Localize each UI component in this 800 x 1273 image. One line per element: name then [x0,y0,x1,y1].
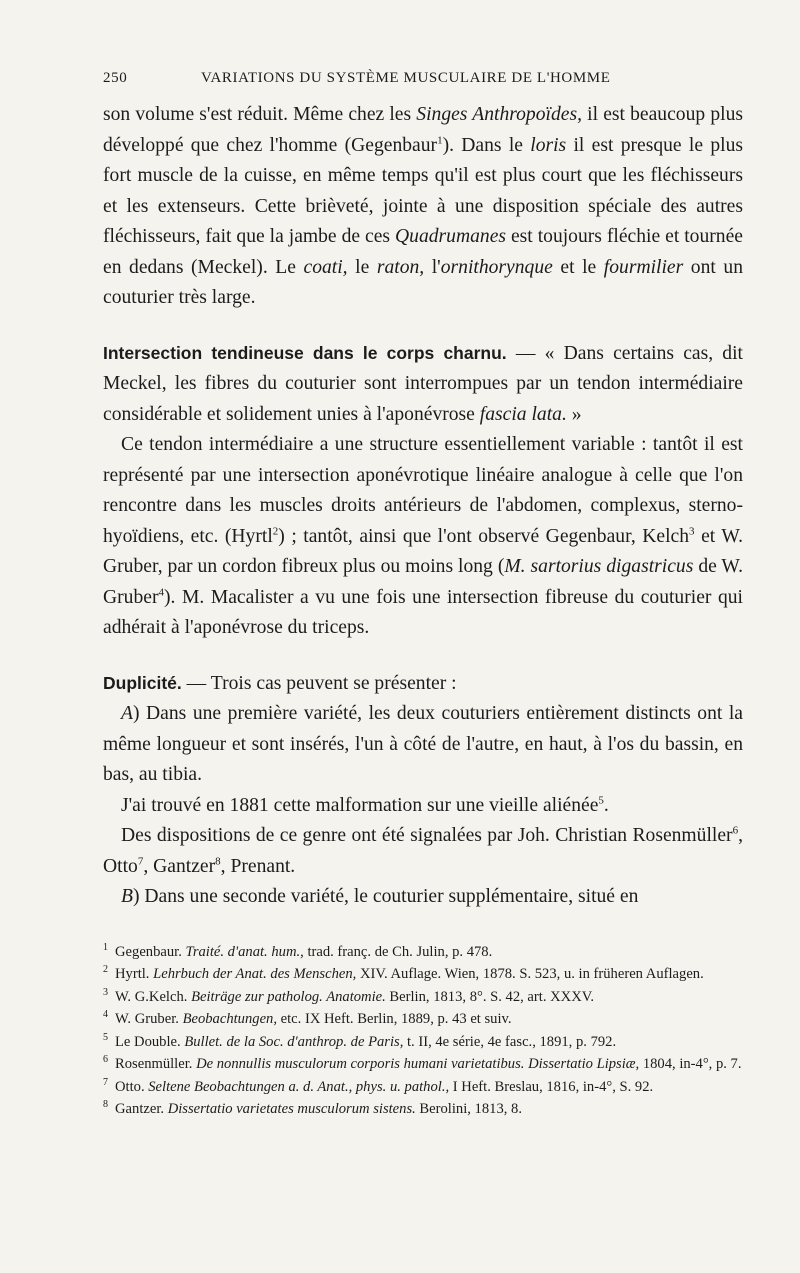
footnote-ref: 7 [137,854,144,867]
text-run: Bullet. de la Soc. d'anthrop. de Paris, [184,1033,404,1050]
text-run: Lehrbuch der Anat. des Menschen, [153,966,357,982]
text-run: B [121,886,133,907]
text-run: l' [424,256,441,278]
text-run: il est presque le plus fort muscle de la cuisse, en même temps qu'il est plus court que les fléchisseurs et les extenseurs. Cette brièveté, jointe à une disposition spéciale des autres fléchisseurs, fait que la jambe de ces [103,134,743,247]
text-run: , Gantzer [143,855,216,877]
text-run: Rosenmüller. [115,1056,197,1072]
text-run: Gegenbaur. [115,943,186,960]
text-run: ). Dans le [442,134,531,156]
text-run: fascia lata. [479,403,567,425]
text-run: Singes Anthropoïdes, [416,104,582,125]
footnote: 7 Otto. Seltene Beobachtungen a. d. Anat., phys. u. pathol., I Heft. Breslau, 1816, in-4°, S. 92. [103,1076,654,1095]
text-run: Berlin, 1813, 8°. S. 42, art. XXXV. [385,988,595,1005]
text-run: et le [552,256,604,278]
text-run: Dissertatio varietates musculorum sistens. [167,1101,416,1117]
footnote: 3 W. G.Kelch. Beiträge zur patholog. Anatomie. Berlin, 1813, 8°. S. 42, art. XXXV. [103,986,595,1005]
text-run: Gantzer. [115,1101,168,1117]
text-run: ont un couturier très large. [103,256,743,308]
footnote-ref: 8 [215,854,221,867]
running-header [103,62,743,92]
footnote-ref: 4 [158,585,164,598]
paragraph-7 [103,821,743,882]
text-run: Beobachtungen, [182,1011,277,1027]
footnote-ref: 2 [272,524,279,537]
footnote: 8 Gantzer. Dissertatio varietates musculorum sistens. Berolini, 1813, 8. [103,1099,522,1117]
paragraph-6 [103,791,743,822]
text-run: — « Dans certains cas, dit Meckel, les fibres du couturier sont interrompues par un tendon intermédiaire considérable et solidement unies à l'aponévrose [103,342,743,425]
text-run: — Trois cas peuvent se présenter : [181,672,457,694]
text-run: W. Gruber. [115,1011,183,1027]
text-run: il est beaucoup plus développé que chez l'homme (Gegenbaur [103,104,743,156]
text-run: Hyrtl. [115,966,154,982]
page-number: 250 [103,70,128,86]
text-run: t. II, 4e série, 4e fasc., 1891, p. 792. [403,1033,617,1050]
text-run: ). M. Macalister a vu une fois une intersection fibreuse du couturier qui adhérait à l'aponévrose du triceps. [103,586,743,638]
spacer [103,314,743,338]
text-run: son volume s'est réduit. Même chez les [103,104,417,125]
footnote-ref: 5 [598,793,604,806]
text-run: XIV. Auflage. Wien, 1878. S. 523, u. in früheren Auflagen. [356,966,704,982]
text-run: Berolini, 1813, 8. [415,1101,522,1117]
footnote: 4 W. Gruber. Beobachtungen, etc. IX Heft. Berlin, 1889, p. 43 et suiv. [103,1009,512,1027]
text-run: Le Double. [115,1033,185,1050]
text-run: J'ai trouvé en 1881 cette malformation sur une vieille aliénée [121,794,599,816]
text-run: M. sartorius digastricus [504,556,694,577]
text-run: coati, [303,256,348,278]
footnote: 1 Gegenbaur. Traité. d'anat. hum., trad. franç. de Ch. Julin, p. 478. [103,941,493,960]
footnote-ref: 1 [437,133,443,146]
text-run: et W. Gruber, par un cordon fibreux plus ou moins long ( [103,525,743,577]
paragraph-3 [103,430,743,644]
text-run: . [603,794,609,816]
text-run: raton, [376,256,425,278]
text-run: Seltene Beobachtungen a. d. Anat., phys. u. pathol., [148,1078,450,1095]
book-page [103,62,743,1123]
paragraph-8 [103,882,743,913]
footnotes [103,943,743,1120]
text-run: est toujours fléchie et tournée en dedans (Meckel). Le [103,226,743,278]
text-run: Otto. [115,1078,149,1095]
footnote-ref: 6 [732,824,739,837]
text-run: » [566,403,582,425]
text-run: de W. Gruber [103,556,744,608]
paragraph-5 [103,699,743,791]
text-run: Ce tendon intermédiaire a une structure essentiellement variable : tantôt il est représenté par une intersection aponévrotique linéaire analogue à celle que l'on rencontre dans les muscles droits antérieurs de l'abdomen, complexus, sterno-hyoïdiens, etc. (Hyrtl [103,434,743,547]
text-run: ornithorynque [440,256,553,278]
text-run: ) ; tantôt, ainsi que l'ont observé Gegenbaur, Kelch [278,525,690,547]
text-run: W. G.Kelch. [115,988,192,1005]
text-run: ) Dans une seconde variété, le couturier supplémentaire, situé en [132,886,639,907]
text-run: Beiträge zur patholog. Anatomie. [191,988,386,1005]
text-run: A [121,703,133,724]
text-run: Traité. d'anat. hum. [185,943,301,960]
text-run: ) Dans une première variété, les deux couturiers entièrement distincts ont la même longueur et sont insérés, l'un à côté de l'autre, en haut, à l'os du bassin, en bas, au tibia. [103,703,743,785]
text-run: Quadrumanes [395,226,507,247]
text-run: , Prenant. [220,855,296,877]
paragraph-1 [103,100,743,314]
text-run: I Heft. Breslau, 1816, in-4°, S. 92. [449,1078,654,1095]
text-run: le [347,256,377,278]
text-run: 1804, in-4°, p. 7. [639,1056,742,1072]
footnote: 2 Hyrtl. Lehrbuch der Anat. des Menschen, XIV. Auflage. Wien, 1878. S. 523, u. in früheren Auflagen. [103,964,704,982]
section-heading: Duplicité. [103,672,182,693]
footnote: 6 Rosenmüller. De nonnullis musculorum corporis humani varietatibus. Dissertatio Lipsiæ, 1804, in-4°, p. 7. [103,1054,742,1072]
footnote-ref: 3 [689,524,695,537]
text-run: Des dispositions de ce genre ont été signalées par Joh. Christian Rosenmüller [121,825,733,846]
section-heading: Intersection tendineuse dans le corps charnu. [103,342,507,363]
spacer [103,644,743,668]
footnote: 5 Le Double. Bullet. de la Soc. d'anthrop. de Paris, t. II, 4e série, 4e fasc., 1891, p. 792. [103,1031,617,1050]
text-run: fourmilier [603,256,684,278]
text-run: , trad. franç. de Ch. Julin, p. 478. [300,943,493,960]
running-title: VARIATIONS DU SYSTÈME MUSCULAIRE DE L'HOMME [201,70,611,86]
text-run: De nonnullis musculorum corporis humani varietatibus. Dissertatio Lipsiæ, [196,1056,640,1072]
paragraph-4 [103,668,743,700]
text-run: , Otto [103,825,743,877]
body-text [103,100,743,913]
paragraph-2 [103,338,743,431]
text-run: loris [530,134,567,156]
text-run: etc. IX Heft. Berlin, 1889, p. 43 et suiv. [277,1011,512,1027]
